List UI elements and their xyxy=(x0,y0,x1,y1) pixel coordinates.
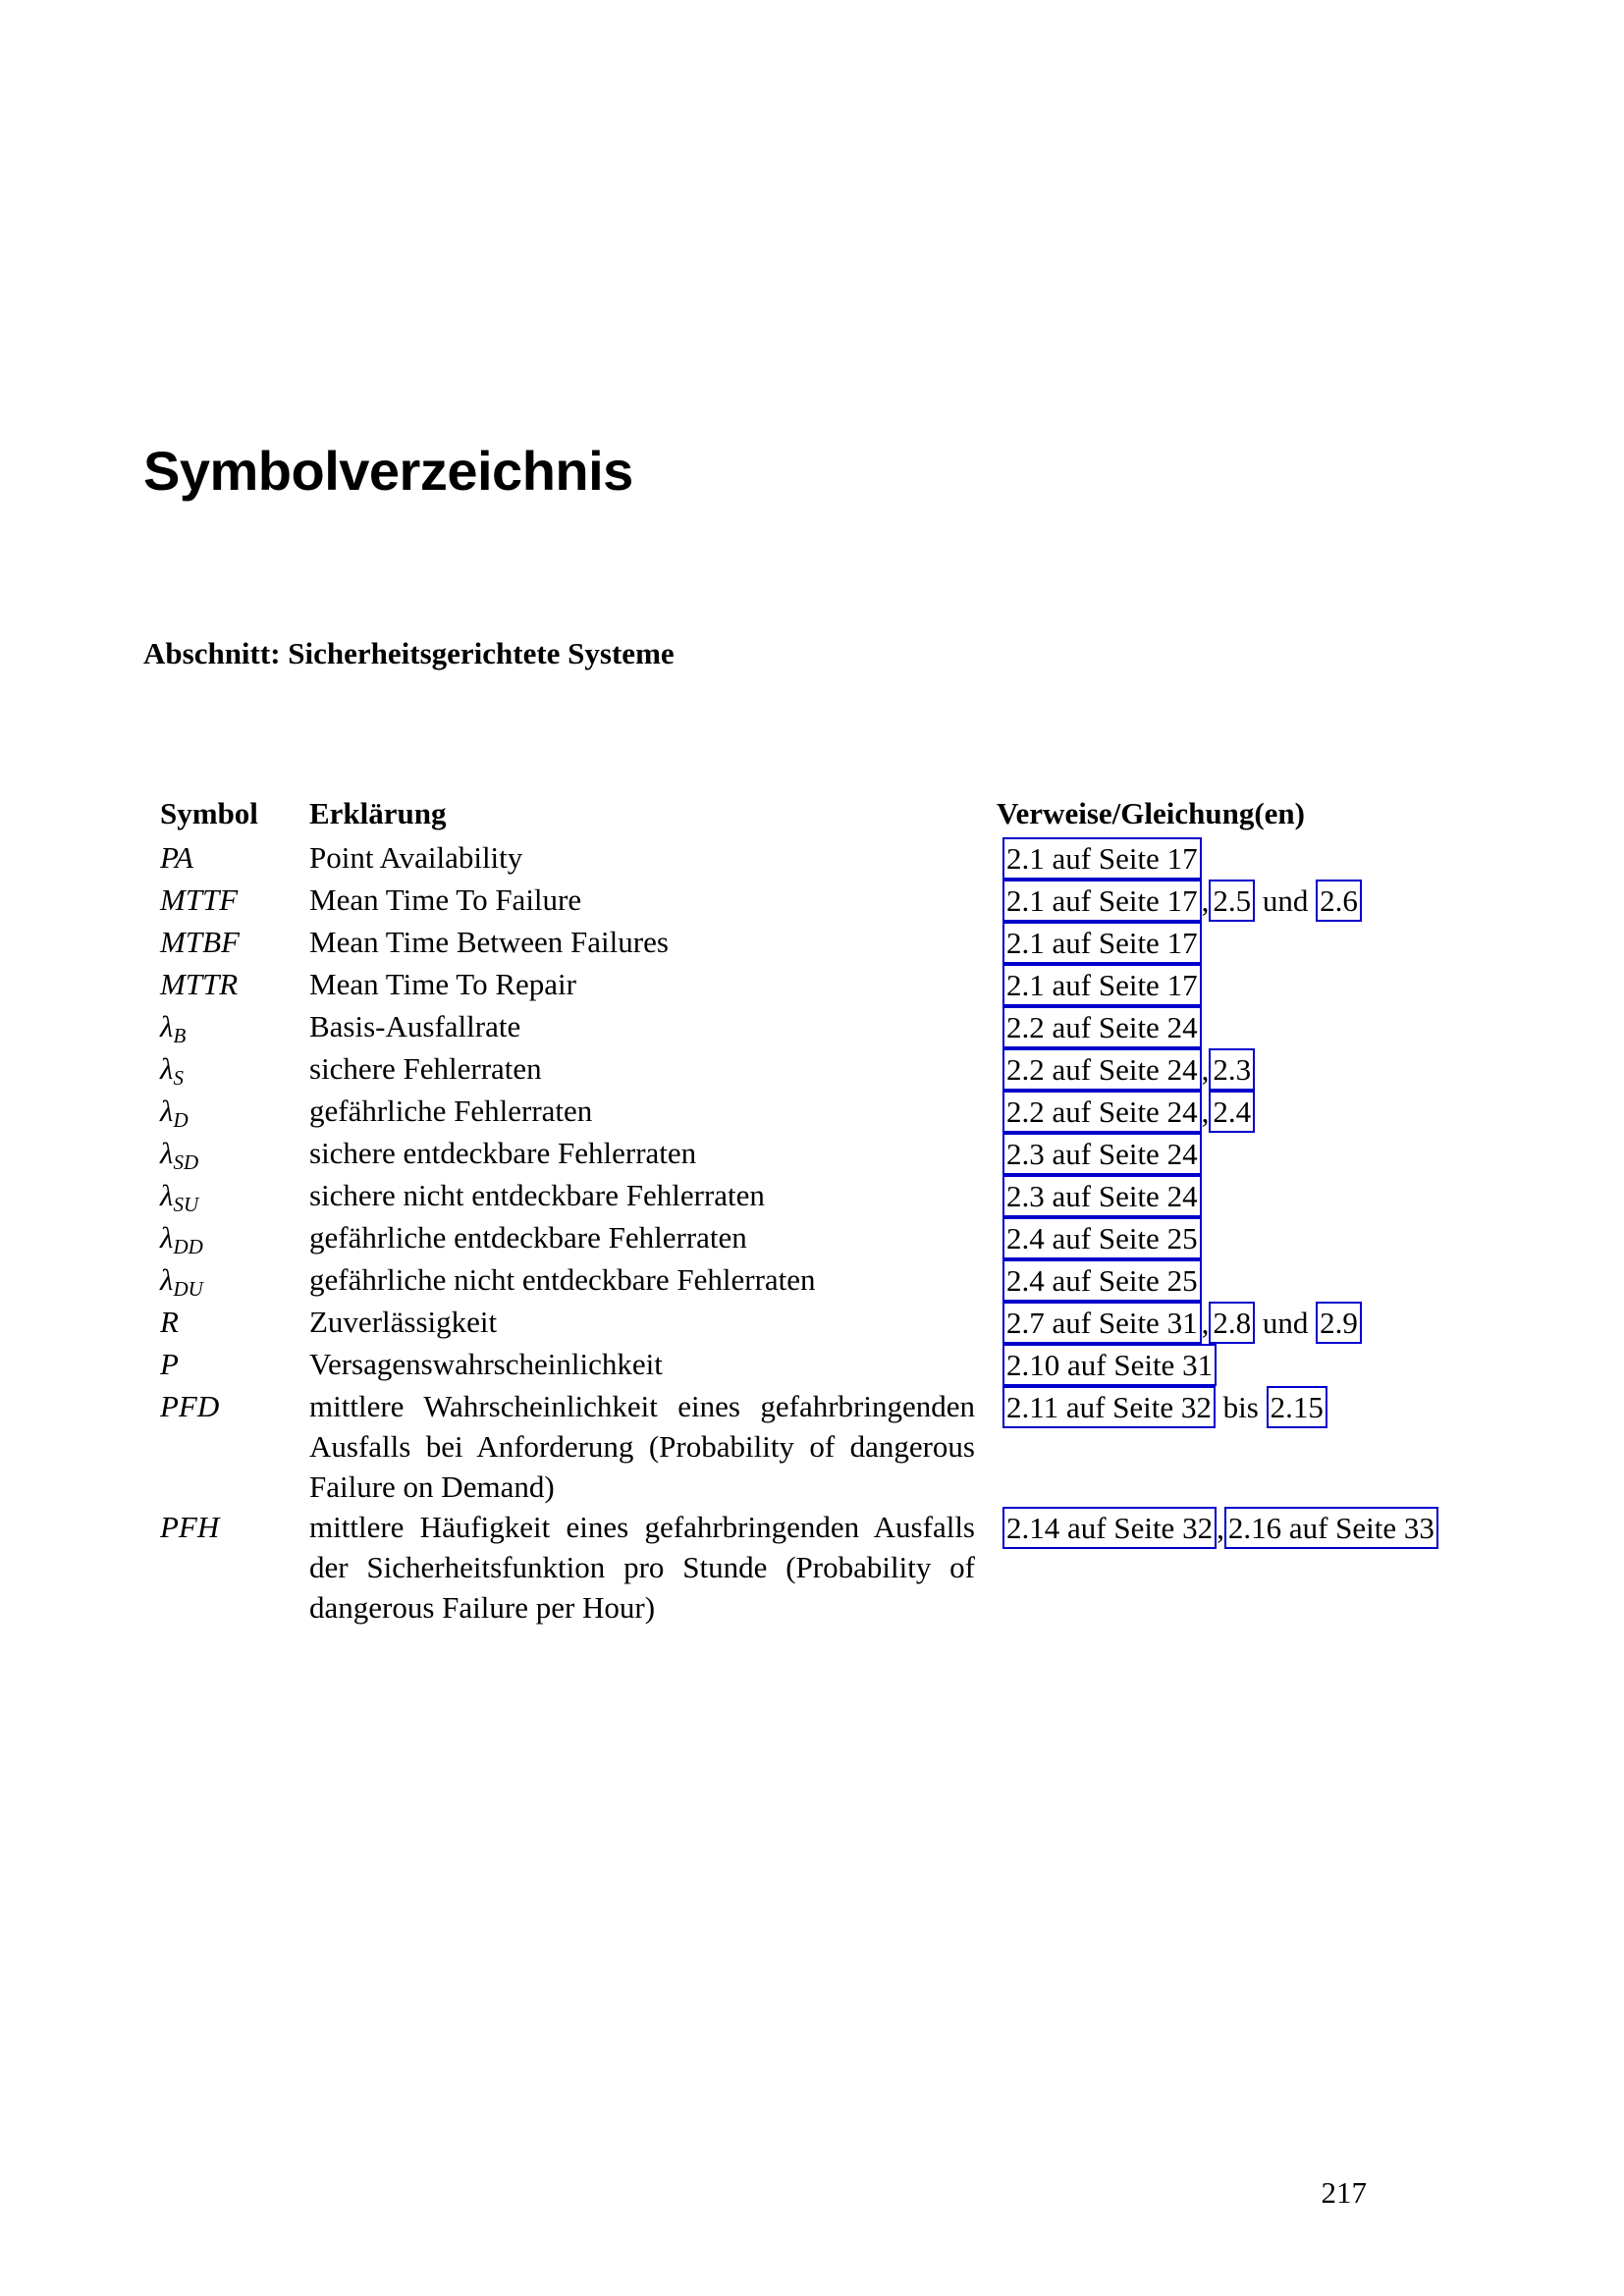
reference-separator: , xyxy=(1201,883,1210,918)
reference-link[interactable]: 2.9 xyxy=(1316,1302,1362,1344)
references-cell xyxy=(997,1386,1456,1507)
chapter-title: Symbolverzeichnis xyxy=(143,440,633,502)
reference-link[interactable]: 2.1 auf Seite 17 xyxy=(1002,964,1202,1006)
reference-link[interactable]: 2.16 auf Seite 33 xyxy=(1224,1507,1438,1549)
reference-link[interactable]: 2.11 auf Seite 32 xyxy=(1002,1386,1216,1428)
symbol-cell xyxy=(160,922,309,964)
table-row xyxy=(160,1386,1456,1507)
symbol-text: MTTR xyxy=(160,967,239,1001)
reference-link[interactable]: 2.10 auf Seite 31 xyxy=(1002,1344,1217,1386)
table-row xyxy=(160,1091,1456,1133)
reference-link[interactable]: 2.4 auf Seite 25 xyxy=(1002,1217,1202,1259)
reference-link[interactable]: 2.2 auf Seite 24 xyxy=(1002,1006,1202,1048)
explanation-cell: gefährliche Fehlerraten xyxy=(309,1094,593,1128)
table-row xyxy=(160,1175,1456,1217)
explanation-cell: Mean Time To Repair xyxy=(309,967,576,1001)
header-symbol: Symbol xyxy=(160,796,258,830)
symbol-subscript: B xyxy=(173,1024,187,1047)
references-cell xyxy=(997,1507,1456,1628)
symbol-lambda: λ xyxy=(160,1051,174,1086)
reference-separator: und xyxy=(1255,883,1317,918)
reference-separator: und xyxy=(1255,1306,1317,1340)
reference-link[interactable]: 2.7 auf Seite 31 xyxy=(1002,1302,1202,1344)
references-cell xyxy=(997,1344,1456,1386)
table-body xyxy=(160,837,1456,1628)
reference-link[interactable]: 2.6 xyxy=(1316,880,1362,922)
explanation-cell: Zuverlässigkeit xyxy=(309,1305,498,1339)
reference-link[interactable]: 2.2 auf Seite 24 xyxy=(1002,1091,1202,1133)
table-header-row xyxy=(160,793,1456,837)
symbol-subscript: DD xyxy=(173,1235,203,1258)
table-row xyxy=(160,1344,1456,1386)
symbol-cell xyxy=(160,1091,309,1133)
explanation-cell: sichere entdeckbare Fehlerraten xyxy=(309,1136,697,1170)
references-cell xyxy=(997,837,1456,880)
references-cell xyxy=(997,1048,1456,1091)
table-row xyxy=(160,964,1456,1006)
reference-link[interactable]: 2.5 xyxy=(1209,880,1255,922)
symbol-cell xyxy=(160,1217,309,1259)
symbol-lambda: λ xyxy=(160,1220,174,1255)
reference-link[interactable]: 2.4 auf Seite 25 xyxy=(1002,1259,1202,1302)
symbol-cell xyxy=(160,1259,309,1302)
table-row xyxy=(160,1507,1456,1628)
reference-link[interactable]: 2.4 xyxy=(1209,1091,1255,1133)
symbol-text: PA xyxy=(160,840,193,875)
reference-link[interactable]: 2.15 xyxy=(1267,1386,1327,1428)
explanation-cell: mittlere Wahrscheinlichkeit eines gefahrbringenden Ausfalls bei Anforderung (Probability of dangerous Failure on Demand) xyxy=(309,1389,975,1504)
explanation-cell: Basis-Ausfallrate xyxy=(309,1009,521,1043)
symbol-subscript: D xyxy=(173,1108,189,1132)
references-cell xyxy=(997,1259,1456,1302)
symbol-subscript: S xyxy=(173,1066,184,1090)
explanation-cell: gefährliche nicht entdeckbare Fehlerraten xyxy=(309,1262,816,1297)
section-title: Abschnitt: Sicherheitsgerichtete Systeme xyxy=(143,636,675,670)
symbol-cell xyxy=(160,1048,309,1091)
symbol-cell xyxy=(160,1386,309,1507)
references-cell xyxy=(997,1217,1456,1259)
references-cell xyxy=(997,1091,1456,1133)
symbol-cell xyxy=(160,1006,309,1048)
symbol-text: R xyxy=(160,1305,179,1339)
symbol-cell xyxy=(160,1302,309,1344)
symbol-cell xyxy=(160,964,309,1006)
page-number: 217 xyxy=(1321,2175,1367,2210)
symbol-text: MTBF xyxy=(160,925,240,959)
symbol-lambda: λ xyxy=(160,1262,174,1297)
explanation-cell: sichere nicht entdeckbare Fehlerraten xyxy=(309,1178,765,1212)
symbol-lambda: λ xyxy=(160,1136,174,1170)
references-cell xyxy=(997,880,1456,922)
reference-link[interactable]: 2.1 auf Seite 17 xyxy=(1002,837,1202,880)
reference-link[interactable]: 2.3 auf Seite 24 xyxy=(1002,1175,1202,1217)
table-row xyxy=(160,1048,1456,1091)
references-cell xyxy=(997,1175,1456,1217)
symbol-subscript: SD xyxy=(173,1150,199,1174)
reference-separator: , xyxy=(1201,1095,1210,1129)
references-cell xyxy=(997,1006,1456,1048)
table-row xyxy=(160,1259,1456,1302)
references-cell xyxy=(997,1302,1456,1344)
symbol-text: P xyxy=(160,1347,179,1381)
reference-link[interactable]: 2.14 auf Seite 32 xyxy=(1002,1507,1217,1549)
symbol-subscript: DU xyxy=(173,1277,203,1301)
reference-link[interactable]: 2.1 auf Seite 17 xyxy=(1002,880,1202,922)
header-explanation: Erklärung xyxy=(309,796,447,830)
references-cell xyxy=(997,1133,1456,1175)
explanation-cell: Point Availability xyxy=(309,840,523,875)
reference-separator: , xyxy=(1201,1306,1210,1340)
symbol-cell xyxy=(160,837,309,880)
reference-separator: bis xyxy=(1215,1390,1267,1424)
symbol-lambda: λ xyxy=(160,1094,174,1128)
reference-link[interactable]: 2.2 auf Seite 24 xyxy=(1002,1048,1202,1091)
explanation-cell: gefährliche entdeckbare Fehlerraten xyxy=(309,1220,747,1255)
symbol-text: PFD xyxy=(160,1389,220,1423)
table-row xyxy=(160,1006,1456,1048)
table-row xyxy=(160,1133,1456,1175)
symbol-table xyxy=(160,793,1456,1628)
symbol-text: PFH xyxy=(160,1510,220,1544)
reference-separator: , xyxy=(1217,1511,1224,1545)
symbol-cell xyxy=(160,1344,309,1386)
explanation-cell: Versagenswahrscheinlichkeit xyxy=(309,1347,663,1381)
symbol-cell xyxy=(160,880,309,922)
symbol-text: MTTF xyxy=(160,882,239,917)
symbol-lambda: λ xyxy=(160,1178,174,1212)
reference-link[interactable]: 2.3 xyxy=(1209,1048,1255,1091)
explanation-cell: mittlere Häufigkeit eines gefahrbringenden Ausfalls der Sicherheitsfunktion pro Stunde (Probability of dangerous Failure per Hour) xyxy=(309,1510,975,1625)
reference-separator: , xyxy=(1201,1052,1210,1087)
table-row xyxy=(160,880,1456,922)
symbol-cell xyxy=(160,1507,309,1628)
references-cell xyxy=(997,922,1456,964)
reference-link[interactable]: 2.3 auf Seite 24 xyxy=(1002,1133,1202,1175)
reference-link[interactable]: 2.1 auf Seite 17 xyxy=(1002,922,1202,964)
table-row xyxy=(160,922,1456,964)
table-row xyxy=(160,1217,1456,1259)
symbol-subscript: SU xyxy=(173,1193,199,1216)
symbol-cell xyxy=(160,1175,309,1217)
table-row xyxy=(160,837,1456,880)
symbol-cell xyxy=(160,1133,309,1175)
header-references: Verweise/Gleichung(en) xyxy=(997,796,1305,830)
reference-link[interactable]: 2.8 xyxy=(1209,1302,1255,1344)
symbol-lambda: λ xyxy=(160,1009,174,1043)
table-row xyxy=(160,1302,1456,1344)
explanation-cell: sichere Fehlerraten xyxy=(309,1051,542,1086)
references-cell xyxy=(997,964,1456,1006)
explanation-cell: Mean Time To Failure xyxy=(309,882,582,917)
explanation-cell: Mean Time Between Failures xyxy=(309,925,669,959)
